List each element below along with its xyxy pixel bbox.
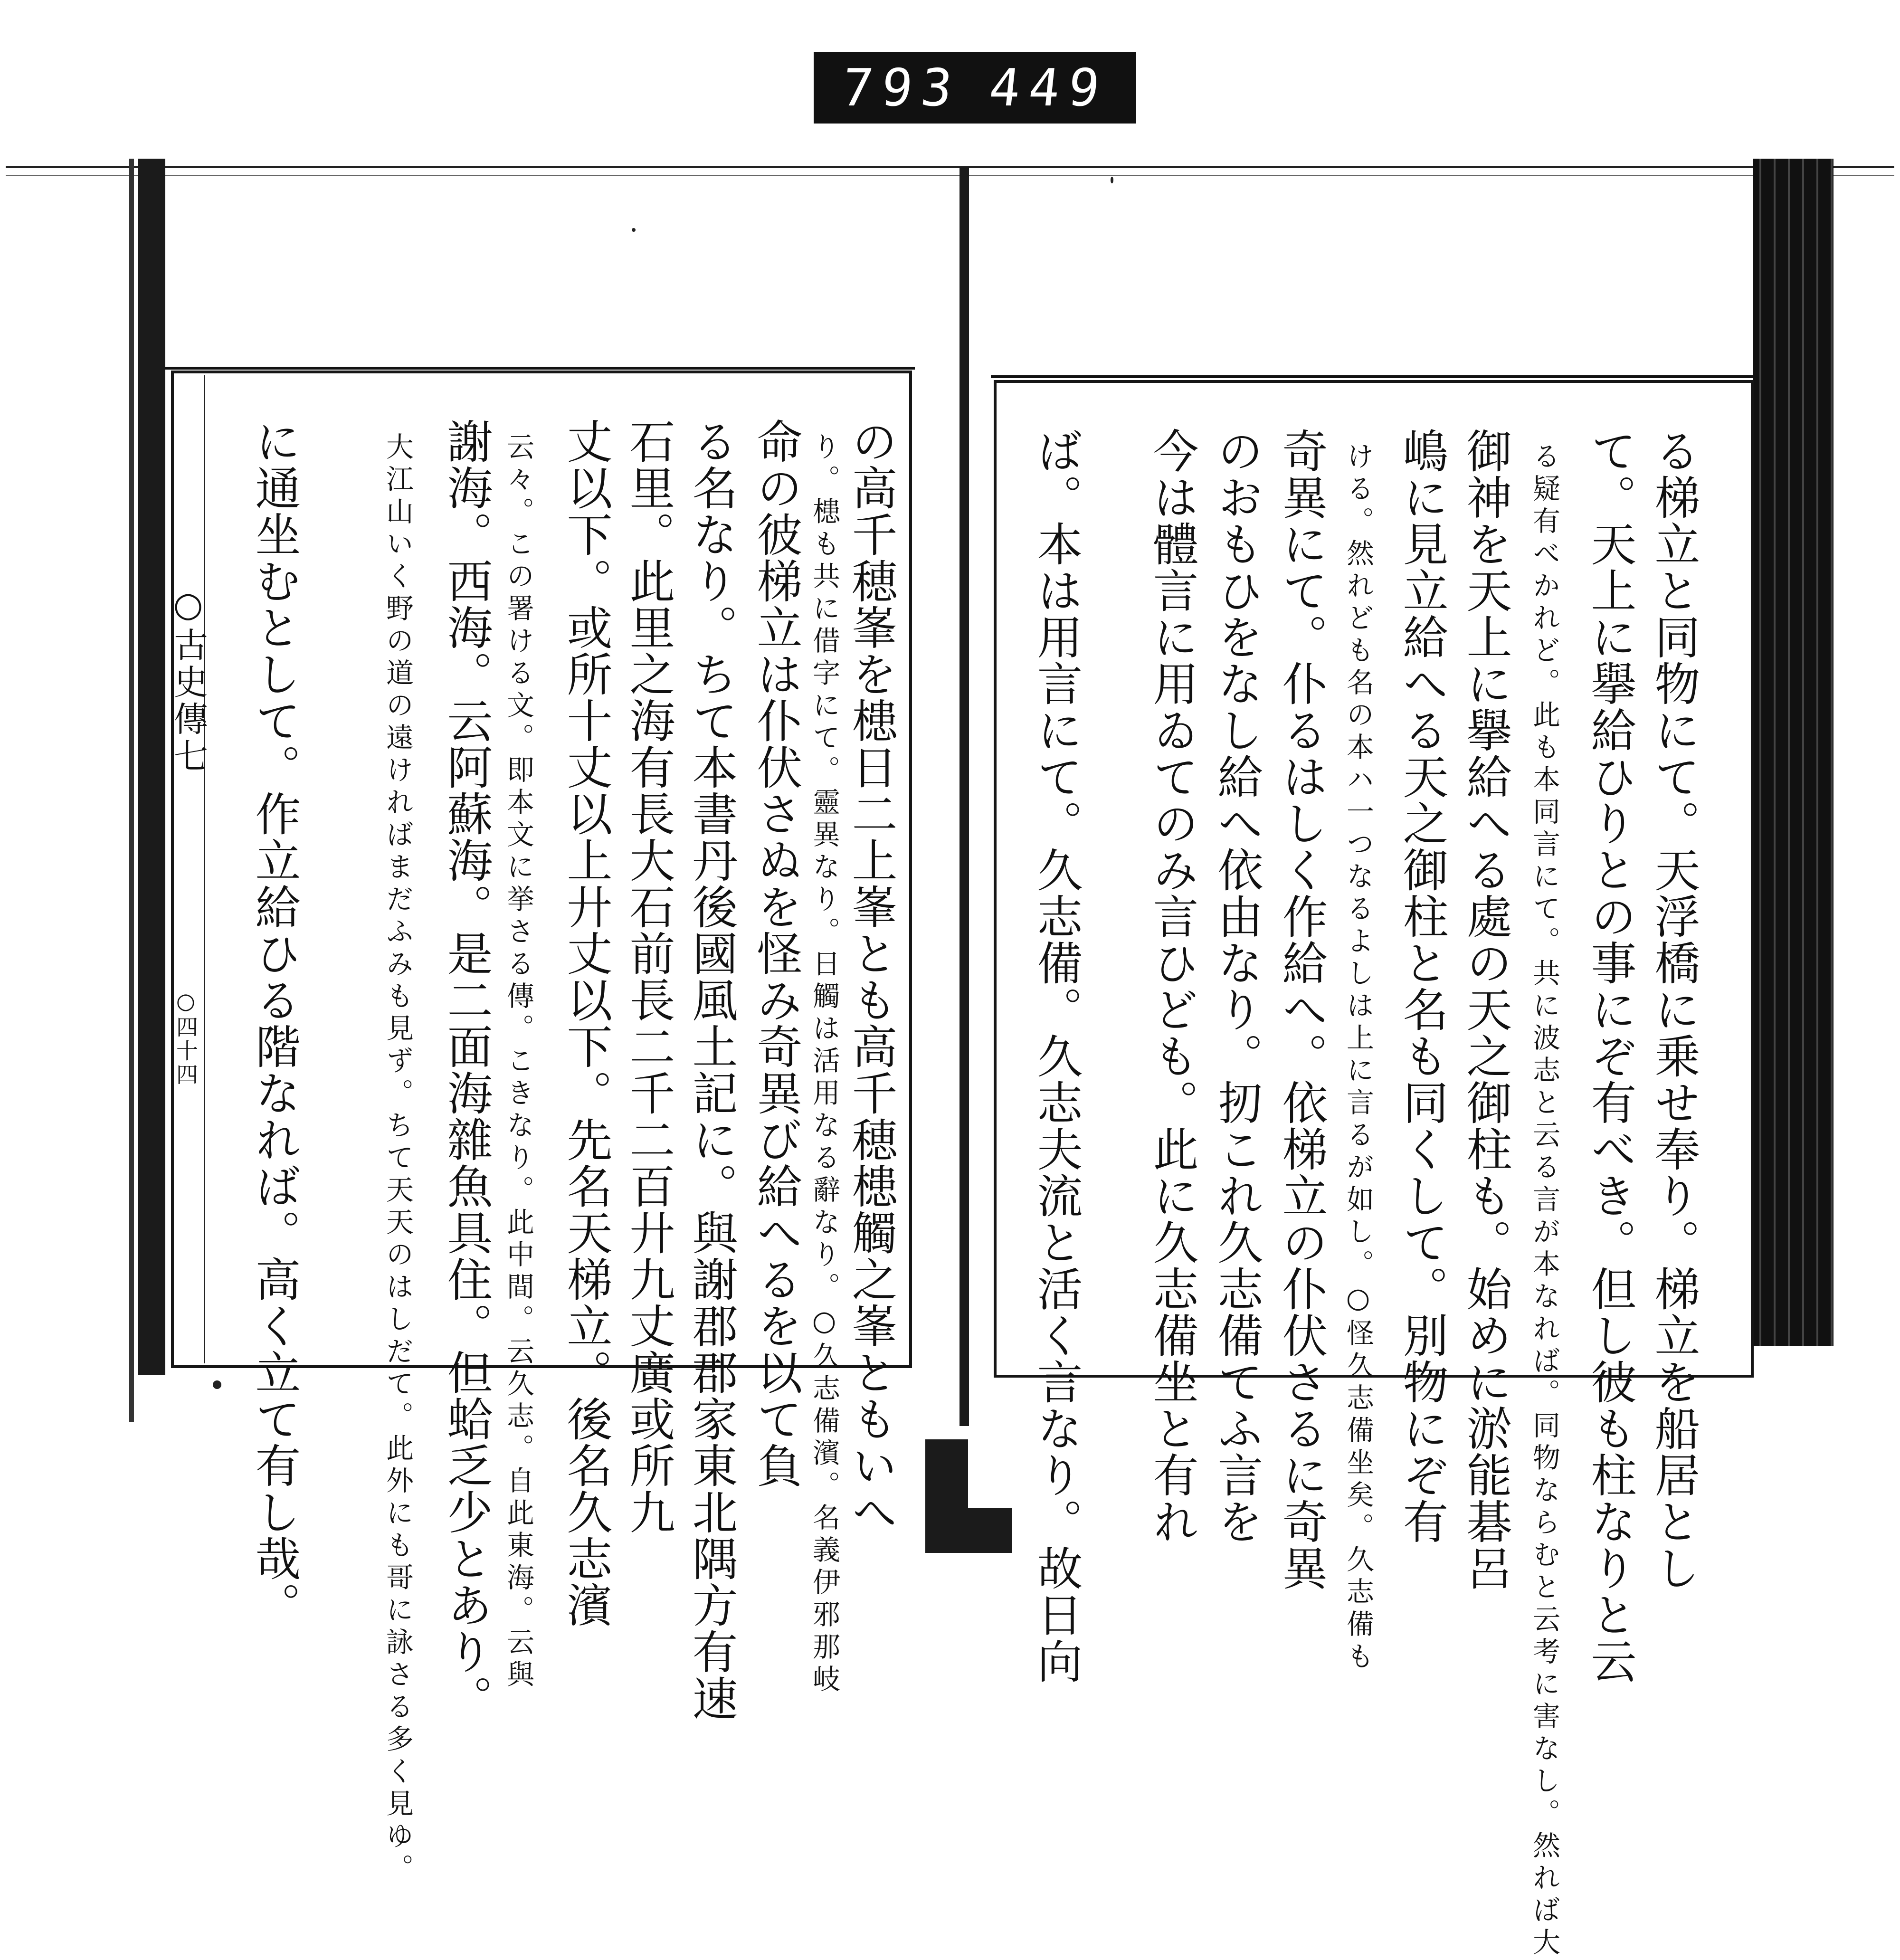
left-text-column: に通坐むとして。作立給ひる階なれば。高く立て有し哉。: [248, 418, 301, 1628]
film-number-left: 793: [839, 58, 964, 118]
left-text-column: 命の彼梯立は仆伏さぬを怪み奇異び給へるを以て負: [750, 418, 803, 1489]
top-rule: [6, 166, 1894, 168]
left-text-column: の高千穂峯を槵日二上峯とも高千穂槵觸之峯ともいへ: [845, 418, 898, 1535]
left-page-top-rule: [165, 367, 915, 370]
gutter-foot: [960, 1508, 1012, 1553]
right-book-edge: [1753, 159, 1834, 1346]
right-text-column: 御神を天上に擧給へる處の天之御柱も。始めに淤能碁呂: [1459, 428, 1512, 1591]
film-frame-label: [814, 52, 1136, 124]
right-text-column: 今は體言に用ゐてのみ言ひども。此に久志備坐と有れ: [1146, 428, 1199, 1545]
left-edge-shadow: [129, 159, 134, 1422]
left-text-column: 謝海。西海。云阿蘇海。是二面海雜魚具住。但蛤乏少とあり。: [440, 418, 493, 1722]
right-text-column: ける。然れども名の本ハ一つなるよしは上に言るが如し。○怪久志備坐矣。久志備も: [1342, 442, 1374, 1674]
right-text-column: のおもひをなし給へ依由なり。扨これ久志備てふ言を: [1210, 428, 1264, 1545]
right-page-top-rule: [991, 375, 1758, 378]
right-text-column: ば。本は用言にて。久志備。久志夫流と活く言なり。故日向: [1030, 428, 1083, 1684]
left-text-column: る名なり。ちて本書丹後國風土記に。與謝郡郡家東北隅方有速: [685, 418, 738, 1722]
left-text-column: 石里。此里之海有長大石前長二千二百廾九丈廣或所九: [622, 418, 675, 1535]
ink-speck: [1111, 177, 1113, 183]
right-text-column: る疑有べかれど。此も本同言にて。共に波志と云る言が本なれば。同物ならむと云考に害なし。然れば大: [1528, 442, 1560, 1960]
left-page-margin-rule: [204, 375, 205, 1363]
left-page-number: ○四十四: [173, 988, 199, 1087]
film-number-right: 449: [986, 58, 1111, 118]
left-text-column: 大江山いく野の道の遠ければまだふみも見ず。ちて天天のはしだて。此外にも哥に詠さる多く見ゆ。: [381, 432, 414, 1886]
left-text-column: り。槵も共に借字にて。靈異なり。日觸は活用なる辭なり。○久志備濱。名義伊邪那岐: [808, 432, 840, 1697]
right-text-column: 奇異にて。仆るはしく作給へ。依梯立の仆伏さるに奇異: [1275, 428, 1328, 1591]
left-text-column: 丈以下。或所十丈以上廾丈以下。先名天梯立。後名久志濱: [560, 418, 613, 1628]
top-rule-secondary: [6, 175, 1894, 176]
right-text-column: る梯立と同物にて。天浮橋に乗せ奉り。梯立を船居とし: [1647, 428, 1700, 1591]
left-book-edge: [138, 159, 165, 1375]
ink-speck: [632, 228, 636, 232]
right-text-column: て。天上に擧給ひりとの事にぞ有べき。但し彼も柱なりと云: [1584, 428, 1637, 1684]
left-text-column: 云々。この署ける文。即本文に挙さる傳。こきなり。此中間。云久志。自此東海。云與: [502, 432, 534, 1692]
book-gutter: [960, 167, 969, 1426]
left-page-header: ○古史傳七: [168, 584, 208, 775]
right-text-column: 嶋に見立給へる天之御柱と名も同くして。別物にぞ有: [1396, 428, 1449, 1545]
ink-speck: [213, 1380, 221, 1389]
